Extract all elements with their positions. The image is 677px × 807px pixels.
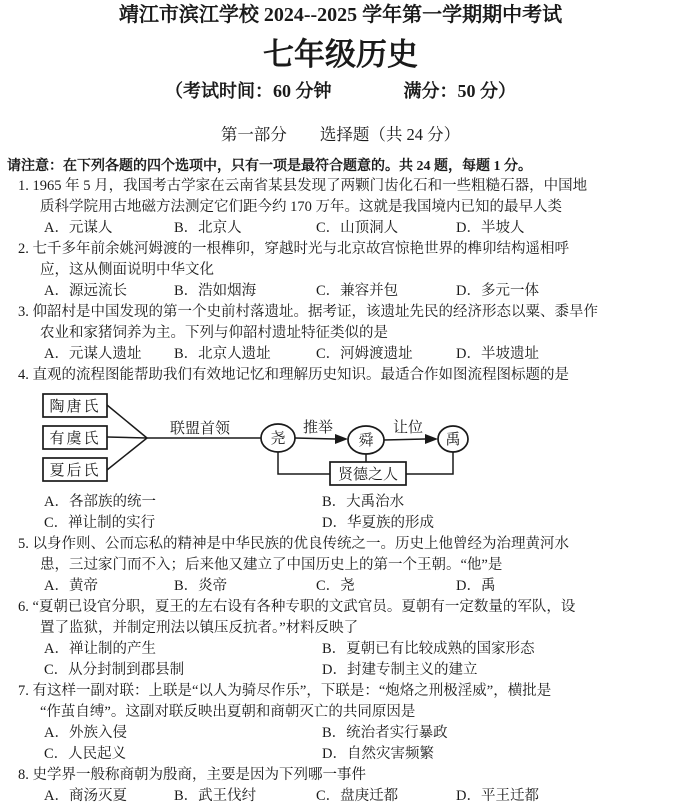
option-d: D．封建专制主义的建立: [322, 662, 478, 678]
option-a: A．源远流长: [44, 283, 127, 299]
rangwei-arrow-head: [425, 434, 438, 444]
succession-flowchart: [40, 389, 472, 489]
clan-box-taotang-label: 陶唐氏: [49, 399, 101, 415]
clan-box-youyu-label: 有虞氏: [49, 431, 101, 447]
question-5-options: [18, 576, 663, 597]
option-c: C．人民起义: [44, 746, 127, 762]
question-1: [18, 176, 663, 239]
question-stem-line: 2. 七千多年前余姚河姆渡的一根榫卯，穿越时光与北京故宫惊艳世界的榫卯结构遥相呼: [18, 241, 569, 257]
option-a: A．元谋人: [44, 220, 113, 236]
converge-line-mid: [107, 437, 147, 438]
option-d: D．半坡人: [456, 220, 525, 236]
option-c: C．河姆渡遗址: [316, 346, 413, 362]
notice-line: 请注意：在下列各题的四个选项中，只有一项是最符合题意的。共 24 题，每题 1 分。: [7, 159, 532, 174]
question-stem-line: 置了监狱，并制定刑法以镇压反抗者。”材料反映了: [40, 620, 359, 636]
question-4-options-row-1: [18, 492, 663, 513]
node-shun-label: 舜: [358, 433, 374, 449]
option-c: C．尧: [316, 578, 355, 594]
option-c: C．山顶洞人: [316, 220, 399, 236]
option-a: A．商汤灭夏: [44, 788, 127, 804]
question-2-options: [18, 281, 663, 302]
yao-to-virtuous-line: [278, 452, 330, 474]
converge-line-bottom: [107, 438, 147, 470]
option-a: A．禅让制的产生: [44, 641, 156, 657]
question-stem-line: 5. 以身作则、公而忘私的精神是中华民族的优良传统之一。历史上他曾经为治理黄河水: [18, 536, 569, 552]
option-b: B．武王伐纣: [174, 788, 257, 804]
option-a: A．外族入侵: [44, 725, 127, 741]
option-d: D．华夏族的形成: [322, 515, 434, 531]
question-4: [18, 365, 663, 534]
virtuous-person-label: 贤德之人: [337, 467, 399, 483]
node-yao-label: 尧: [270, 431, 286, 447]
option-b: B．炎帝: [174, 578, 228, 594]
question-stem-line: 1. 1965 年 5 月，我国考古学家在云南省某县发现了两颗门齿化石和一些粗糙石器，中国地: [18, 178, 588, 194]
tuiju-label: 推举: [302, 420, 334, 436]
question-stem-line: 应，这从侧面说明中华文化: [40, 262, 214, 278]
option-b: B．浩如烟海: [174, 283, 257, 299]
option-c: C．禅让制的实行: [44, 515, 156, 531]
option-c: C．从分封制到郡县制: [44, 662, 185, 678]
question-stem-line: 农业和家猪饲养为主。下列与仰韶村遗址特征类似的是: [40, 325, 388, 341]
option-a: A．各部族的统一: [44, 494, 156, 510]
option-c: C．盘庚迁都: [316, 788, 399, 804]
option-b: B．大禹治水: [322, 494, 405, 510]
section-heading: 第一部分 选择题（共 24 分）: [220, 125, 461, 144]
question-6: [18, 597, 663, 681]
converge-line-top: [107, 405, 147, 438]
question-5: [18, 534, 663, 597]
question-stem-line: 4. 直观的流程图能帮助我们有效地记忆和理解历史知识。最适合作如图流程图标题的是: [18, 367, 569, 383]
question-1-options: [18, 218, 663, 239]
question-8-options: [18, 786, 663, 807]
tuiju-arrow-head: [335, 434, 348, 444]
question-stem-line: 患，三过家门而不入；后来他又建立了中国历史上的第一个王朝。“他”是: [40, 557, 503, 573]
exam-subject: 七年级历史: [263, 37, 418, 72]
option-c: C．兼容并包: [316, 283, 399, 299]
question-stem-line: 质科学院用古地磁方法测定它们距今约 170 万年。这就是我国境内已知的最早人类: [40, 199, 562, 215]
question-4-options-row-2: [18, 513, 663, 534]
question-stem-line: 3. 仰韶村是中国发现的第一个史前村落遗址。据考证，该遗址先民的经济形态以粟、黍旱作: [18, 304, 598, 320]
yu-to-virtuous-line: [406, 452, 453, 474]
question-stem-line: 7. 有这样一副对联：上联是“以人为骑尽作乐”，下联是：“炮烙之刑极淫威”，横批是: [18, 683, 552, 699]
clan-box-xiahou-label: 夏后氏: [49, 463, 101, 479]
exam-title: 靖江市滨江学校 2024--2025 学年第一学期期中考试: [118, 4, 563, 26]
question-8: [18, 765, 663, 807]
rangwei-label: 让位: [392, 420, 424, 436]
rangwei-arrow-line: [384, 439, 425, 440]
option-d: D．半坡遗址: [456, 346, 539, 362]
option-b: B．统治者实行暴政: [322, 725, 448, 741]
option-d: D．自然灾害频繁: [322, 746, 434, 762]
tuiju-arrow-line: [295, 438, 335, 439]
question-7: [18, 681, 663, 765]
question-list: [18, 176, 663, 807]
question-3-options: [18, 344, 663, 365]
option-b: B．北京人遗址: [174, 346, 271, 362]
question-6-options-row-1: [18, 639, 663, 660]
question-6-options-row-2: [18, 660, 663, 681]
option-b: B．北京人: [174, 220, 242, 236]
question-3: [18, 302, 663, 365]
option-b: B．夏朝已有比较成熟的国家形态: [322, 641, 535, 657]
question-stem-line: 6. “夏朝已设官分职，夏王的左右设有各种专职的文武官员。夏朝有一定数量的军队，设: [18, 599, 576, 615]
option-d: D．平王迁都: [456, 788, 539, 804]
exam-info-line: （考试时间：60 分钟 满分：50 分）: [165, 81, 516, 101]
option-d: D．多元一体: [456, 283, 539, 299]
question-7-options-row-2: [18, 744, 663, 765]
option-a: A．黄帝: [44, 578, 98, 594]
node-yu-label: 禹: [445, 432, 461, 448]
question-stem-line: “作茧自缚”。这副对联反映出夏朝和商朝灭亡的共同原因是: [40, 704, 416, 720]
option-a: A．元谋人遗址: [44, 346, 142, 362]
question-7-options-row-1: [18, 723, 663, 744]
question-stem-line: 8. 史学界一般称商朝为殷商，主要是因为下列哪一事件: [18, 767, 366, 783]
question-2: [18, 239, 663, 302]
league-leader-label: 联盟首领: [169, 421, 231, 437]
option-d: D．禹: [456, 578, 496, 594]
